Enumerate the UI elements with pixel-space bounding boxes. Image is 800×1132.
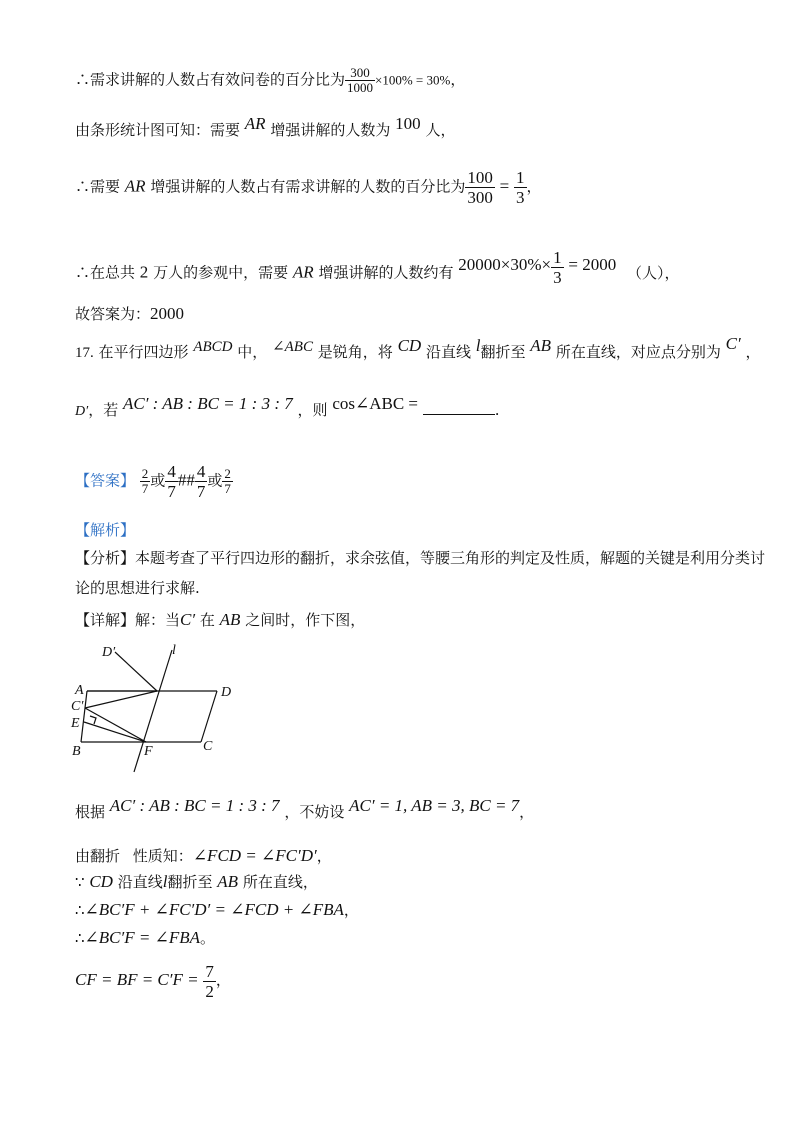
label-f: F [144,744,153,759]
s6-num: 7 [205,961,214,981]
line-l [134,650,172,772]
l3-text-b: 增强讲解的人数占有需求讲解的人数的百分比为 [150,177,466,196]
answer-f4-den: 7 [224,481,231,496]
answer-hash: ## [177,470,195,490]
label-l: l [172,643,176,658]
label-c: C [203,739,213,754]
s5-end: 。 [200,929,216,947]
because-symbol: ∵ [75,873,85,891]
l3-frac-den: 300 [467,188,493,207]
problem-text-d: 沿直线 [425,343,471,361]
s3-cd: CD [89,872,113,891]
s3-ab: AB [217,872,239,891]
fenxi-text-1: 本题考查了平行四边形的翻折，求余弦值，等腰三角形的判定及性质，解题的关键是利用分类讨 [135,549,766,567]
problem-end: . [494,401,500,419]
answer-f4-num: 2 [224,466,231,481]
problem-text-e: 翻折至 [480,343,526,361]
s6-end: ， [215,971,231,989]
label-a: A [75,683,84,698]
l2-ar: AR [244,114,266,133]
s5-equation: ∠BC′F = ∠FBA [84,928,200,947]
problem-angle: ∠ABC [272,339,313,355]
l3-fraction [465,168,495,207]
line-3 [75,168,542,207]
s2-text-a: 由翻折 [75,847,121,865]
problem-text-g: ， [745,343,761,361]
xiangjie-text-a: 解：当 [135,611,181,629]
line-1 [75,66,465,95]
answer-frac-3 [195,462,208,501]
l1-text: ∴需求讲解的人数占有效问卷的百分比为 [75,70,346,89]
l1-frac-den: 1000 [347,80,374,95]
problem-ratio: AC′ : AB : BC = 1 : 3 : 7 [122,394,293,413]
fenxi-tag: 【分析】 [75,549,136,567]
s1-ratio: AC′ : AB : BC = 1 : 3 : 7 [109,796,280,815]
s4-equation: ∠BC′F + ∠FC′D′ = ∠FCD + ∠FBA [84,900,344,919]
answer-tag: 【答案】 [75,471,136,490]
problem-text-i: ，则 [297,401,328,419]
xiangjie-text-b: 在 [199,611,215,629]
geometry-figure [68,642,248,777]
therefore-symbol-1: ∴ [75,901,85,919]
s2-equation: ∠FCD = ∠FC′D′ [192,846,317,865]
detail-line [75,610,365,630]
l4-frac-num: 1 [553,248,562,267]
problem-text-c: 是锐角，将 [317,343,393,361]
problem-text-b: 中， [237,343,268,361]
line-4 [75,248,680,293]
answer-or-2: 或 [207,471,223,490]
problem-text-a: 在平行四边形 [98,343,189,361]
segment-dc [201,691,217,742]
l2-text-b: 增强讲解的人数为 [270,121,391,139]
s6-den: 2 [205,981,214,1001]
step-6 [75,960,231,1001]
step-2 [75,846,332,866]
answer-line [75,462,233,501]
l2-text-a: 由条形统计图可知：需要 [75,121,241,139]
answer-frac-1 [140,467,151,496]
s6-fraction [203,962,216,1001]
problem-text-f: 所在直线，对应点分别为 [555,343,721,361]
s3-text-b: 翻折至 [167,873,213,891]
label-cprime: C′ [71,699,84,714]
l4-text-b: 万人的参观中，需要 [153,263,289,282]
s3-text-c: 所在直线， [242,873,318,891]
s1-text-b: ，不妨设 [284,803,345,821]
s2-text-b: 性质知： [132,847,193,865]
l3-eq: = [499,176,510,196]
step-3 [75,872,318,892]
step-1 [75,796,535,822]
l3-text-a: ∴需要 [75,177,121,196]
answer-f2-num: 4 [167,462,176,481]
analysis-tag: 【解析】 [75,521,136,539]
analysis-line-1 [75,548,765,568]
problem-cos: cos∠ABC = [332,394,419,413]
l3-result-fraction [514,168,527,207]
answer-frac-4 [222,467,233,496]
l3-end: ， [526,177,542,196]
xiangjie-cprime: C′ [180,610,196,629]
l2-text-c: 人， [425,121,456,139]
segment-cprime-fold [85,691,157,708]
problem-ab: AB [530,336,552,355]
xiangjie-ab: AB [219,610,241,629]
segment-dprime [115,652,157,691]
problem-number: 17. [75,345,94,361]
l5-num: 2000 [150,304,185,323]
l1-frac-num: 300 [345,66,375,81]
s2-end: ， [316,847,332,865]
s1-values: AC′ = 1, AB = 3, BC = 7 [349,796,520,815]
answer-f3-num: 4 [196,462,206,481]
s6-equation: CF = BF = C′F = [75,970,199,989]
problem-cd: CD [397,336,422,355]
l1-rest: ×100% = 30% [375,72,451,88]
therefore-symbol-2: ∴ [75,929,85,947]
l5-text-a: 故答案为： [75,305,151,323]
l4-fraction [551,248,564,287]
line-2 [75,114,456,140]
answer-f1-den: 7 [141,481,149,496]
l4-expr: 20000×30%× [458,254,552,274]
l1-fraction [345,66,375,95]
s4-end: ， [343,901,359,919]
l4-ar: AR [292,262,314,282]
l4-num: 2 [139,262,149,282]
problem-text-h: ，若 [88,401,119,419]
l4-result: = 2000 [568,254,617,274]
l4-frac-den: 3 [553,268,562,287]
answer-frac-2 [165,462,178,501]
problem-dprime: D′ [75,404,89,419]
s1-end: ， [519,803,535,821]
s3-text-a: 沿直线 [117,873,163,891]
answer-f3-den: 7 [196,482,206,501]
l4-text-c: 增强讲解的人数约有 [318,263,454,282]
fenxi-text-2: 论的思想进行求解. [75,579,200,597]
problem-cprime: C′ [725,334,741,353]
problem-line-1 [75,334,761,363]
step-4 [75,900,359,920]
answer-f1-num: 2 [141,466,149,481]
xiangjie-tag: 【详解】 [75,611,136,629]
s3-l: l [162,872,168,891]
step-5 [75,928,215,948]
problem-line-2 [75,394,500,422]
l3-ar: AR [124,176,146,196]
analysis-tag-line [75,520,135,540]
l3-res-num: 1 [516,168,525,187]
l4-end: （人）， [626,263,680,282]
l2-num: 100 [395,114,421,133]
xiangjie-text-d: 之间时，作下图， [245,611,366,629]
l1-end: ， [450,70,466,89]
l3-res-den: 3 [516,188,525,207]
answer-f2-den: 7 [167,482,176,501]
label-dprime: D′ [102,645,116,660]
problem-abcd: ABCD [193,339,233,355]
l4-text-a: ∴在总共 [75,263,136,282]
label-d: D [221,685,232,700]
label-b: B [72,744,81,759]
right-angle-mark [90,716,96,724]
problem-l: l [475,336,481,355]
answer-blank [423,400,495,415]
l3-frac-num: 100 [467,168,493,187]
analysis-line-2 [75,578,200,598]
answer-or-1: 或 [150,471,166,490]
line-5 [75,304,184,324]
label-e: E [71,716,80,731]
s1-text-a: 根据 [75,803,106,821]
